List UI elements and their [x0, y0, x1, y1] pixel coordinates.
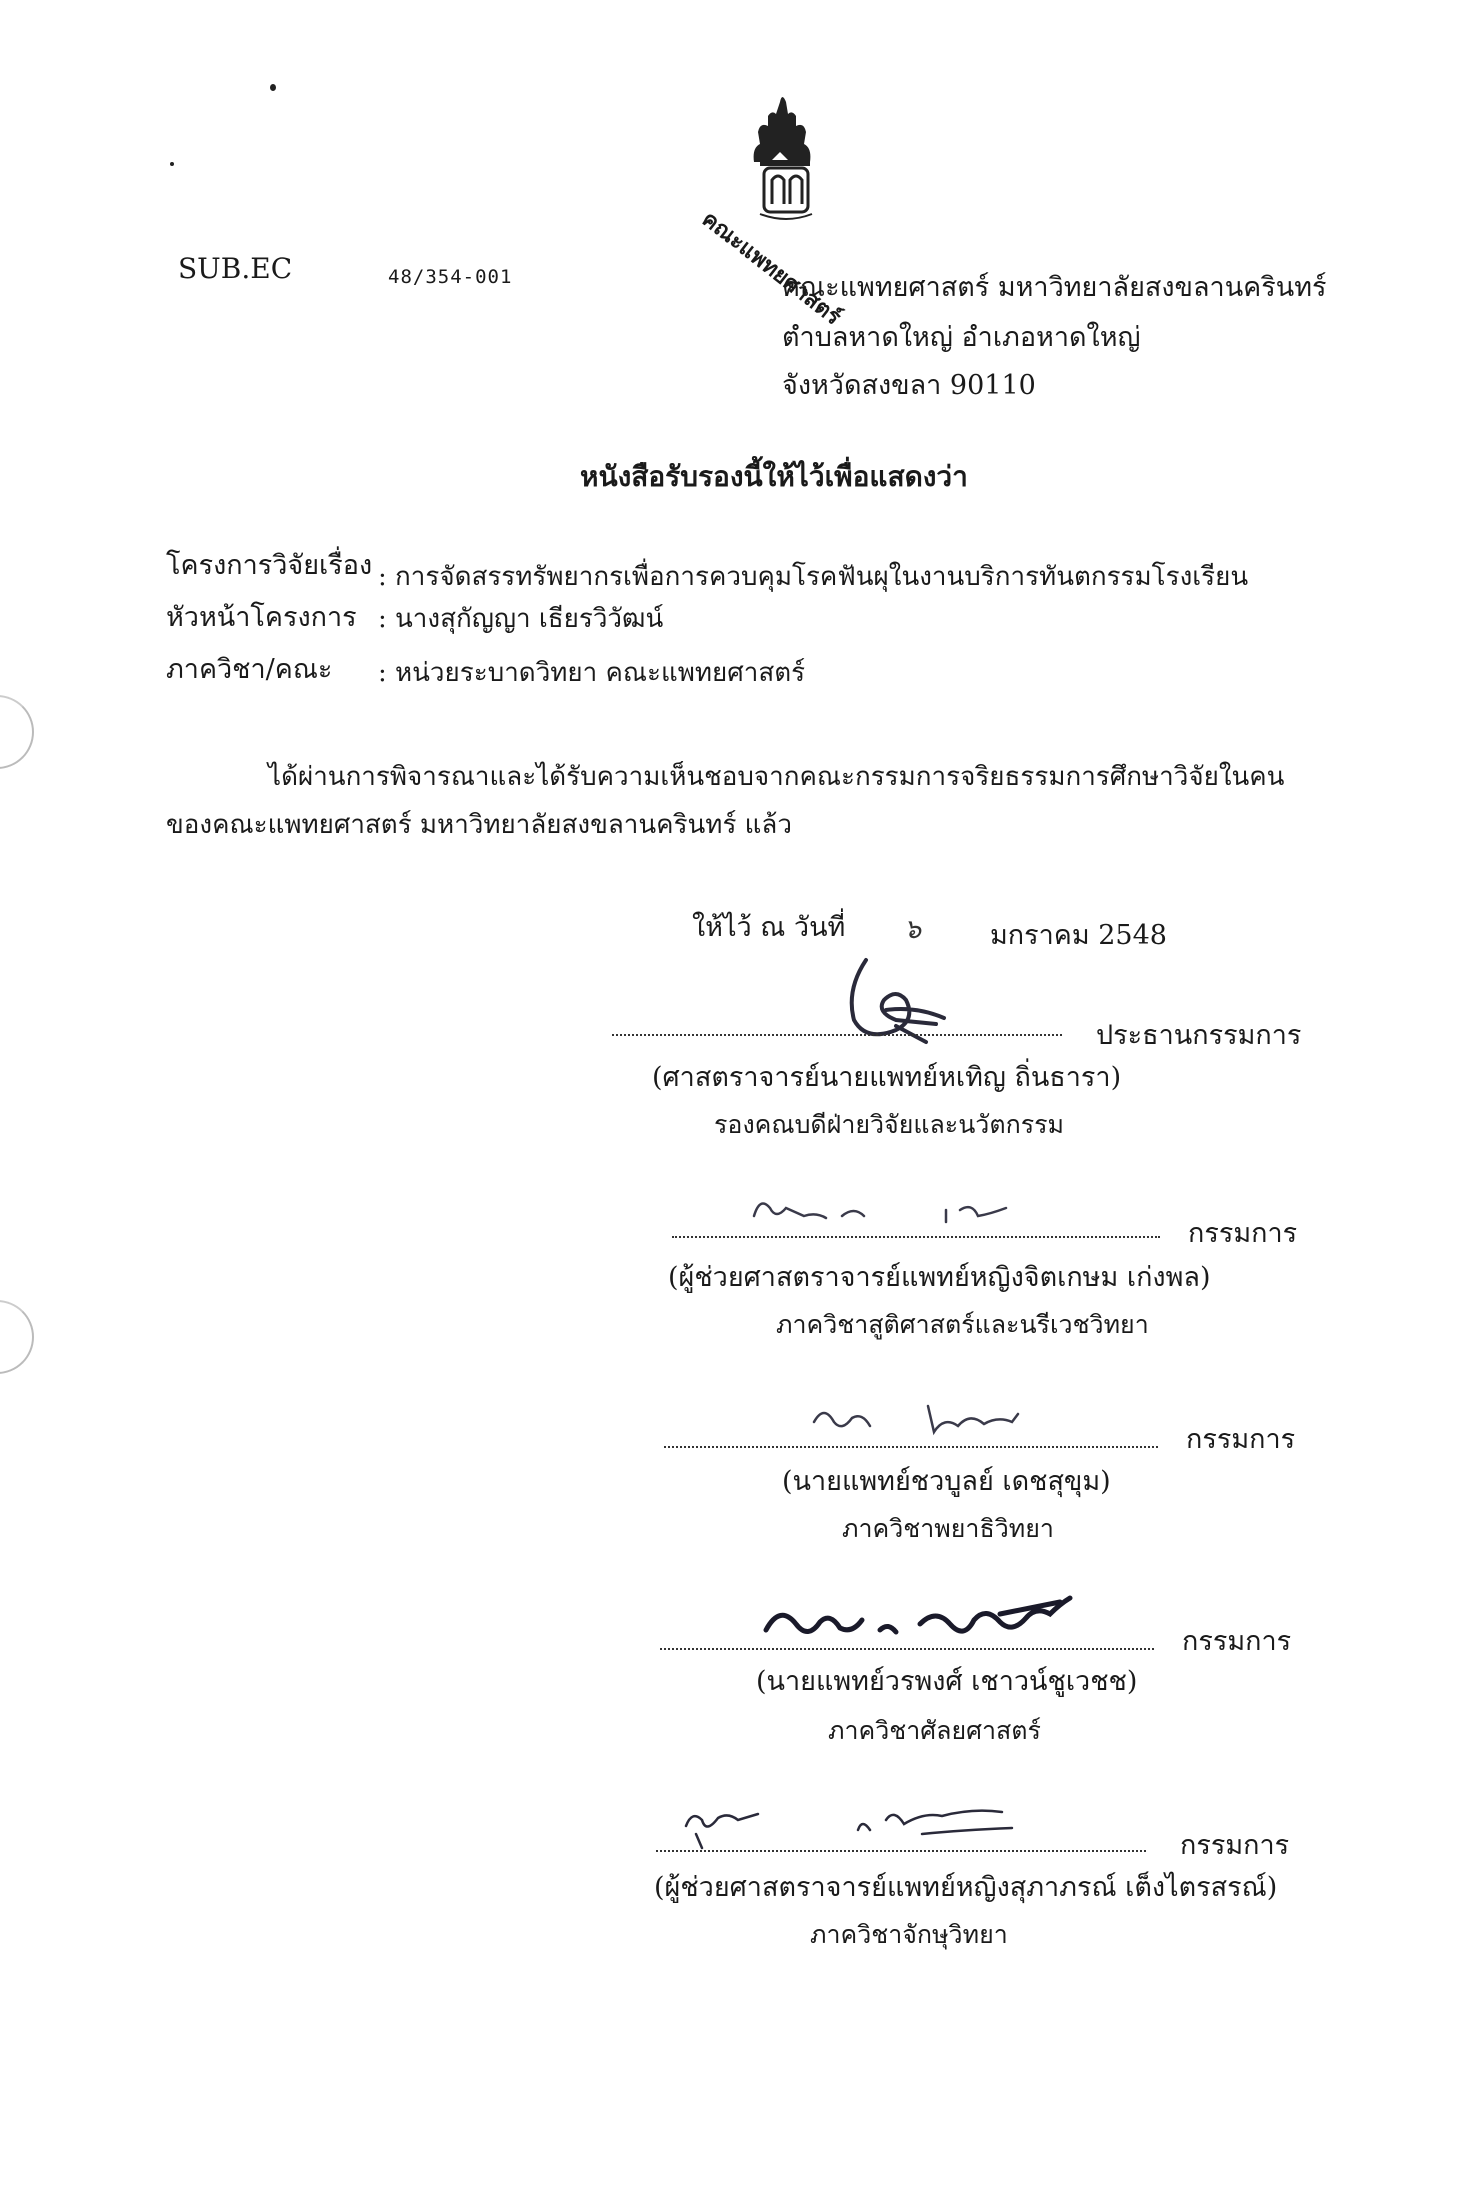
- project-leader-value: : นางสุกัญญา เธียรวิวัฒน์: [378, 604, 664, 634]
- punch-hole: [0, 695, 34, 769]
- signatory-2-position: ภาควิชาสูติศาสตร์และนรีเวชวิทยา: [776, 1310, 1149, 1339]
- signatory-1-role: ประธานกรรมการ: [1096, 1020, 1302, 1051]
- address-line-2: ตำบลหาดใหญ่ อำเภอหาดใหญ่: [782, 322, 1141, 353]
- project-leader-label: หัวหน้าโครงการ: [166, 602, 357, 633]
- project-title-label: โครงการวิจัยเรื่อง: [166, 550, 373, 581]
- signatory-4-role: กรรมการ: [1182, 1626, 1292, 1657]
- signature-member-3: [760, 1584, 1130, 1668]
- signatory-3-name: (นายแพทย์ชวบูลย์ เดชสุขุม): [782, 1466, 1111, 1497]
- signatory-5-position: ภาควิชาจักษุวิทยา: [810, 1920, 1008, 1949]
- date-prefix: ให้ไว้ ณ วันที่: [692, 912, 846, 943]
- signatory-4-position: ภาควิชาศัลยศาสตร์: [828, 1716, 1041, 1745]
- body-line-2: ของคณะแพทยศาสตร์ มหาวิทยาลัยสงขลานครินทร์ แล้ว: [166, 810, 792, 840]
- signatory-3-role: กรรมการ: [1186, 1424, 1296, 1455]
- certificate-title: หนังสือรับรองนี้ให้ไว้เพื่อแสดงว่า: [580, 460, 968, 493]
- signatory-1-name: (ศาสตราจารย์นายแพทย์หเทิญ ถิ่นธารา): [652, 1062, 1122, 1093]
- signatory-1-position: รองคณบดีฝ่ายวิจัยและนวัตกรรม: [714, 1110, 1065, 1139]
- address-line-1: คณะแพทยศาสตร์ มหาวิทยาลัยสงขลานครินทร์: [782, 272, 1327, 303]
- signatory-2-role: กรรมการ: [1188, 1218, 1298, 1249]
- date-day: ๖: [904, 914, 922, 945]
- signatory-2-name: (ผู้ช่วยศาสตราจารย์แพทย์หญิงจิตเกษม เก่งพล): [668, 1262, 1211, 1293]
- signatory-5-name: (ผู้ช่วยศาสตราจารย์แพทย์หญิงสุภาภรณ์ เต็งไตรสรณ์): [654, 1872, 1278, 1903]
- signature-line: [656, 1850, 1146, 1852]
- signature-line: [664, 1446, 1158, 1448]
- ref-number: 48/354-001: [388, 266, 513, 288]
- signature-member-4: [672, 1790, 1032, 1854]
- date-month-year: มกราคม 2548: [990, 920, 1167, 951]
- faculty-seal: [696, 92, 880, 331]
- scan-speck: [270, 84, 276, 91]
- signatory-5-role: กรรมการ: [1180, 1830, 1290, 1861]
- scan-speck: [170, 162, 174, 166]
- body-line-1: ได้ผ่านการพิจารณาและได้รับความเห็นชอบจากคณะกรรมการจริยธรรมการศึกษาวิจัยในคน: [268, 762, 1285, 792]
- signature-line: [612, 1034, 1062, 1036]
- project-dept-value: : หน่วยระบาดวิทยา คณะแพทยศาสตร์: [378, 658, 806, 688]
- project-dept-label: ภาควิชา/คณะ: [166, 654, 333, 685]
- signature-line: [660, 1648, 1154, 1650]
- seal-text: คณะแพทยศาสตร์: [696, 205, 846, 331]
- signatory-3-position: ภาควิชาพยาธิวิทยา: [842, 1514, 1054, 1543]
- punch-hole: [0, 1300, 34, 1374]
- signature-line: [672, 1236, 1160, 1238]
- ref-code: SUB.EC: [178, 252, 293, 285]
- project-title-value: : การจัดสรรทรัพยากรเพื่อการควบคุมโรคฟันผุในงานบริการทันตกรรมโรงเรียน: [378, 562, 1249, 592]
- signature-member-1: [746, 1186, 1046, 1240]
- signatory-4-name: (นายแพทย์วรพงศ์ เชาวน์ชูเวชช): [756, 1666, 1138, 1697]
- signature-member-2: [808, 1392, 1048, 1451]
- address-line-3: จังหวัดสงขลา 90110: [782, 370, 1036, 401]
